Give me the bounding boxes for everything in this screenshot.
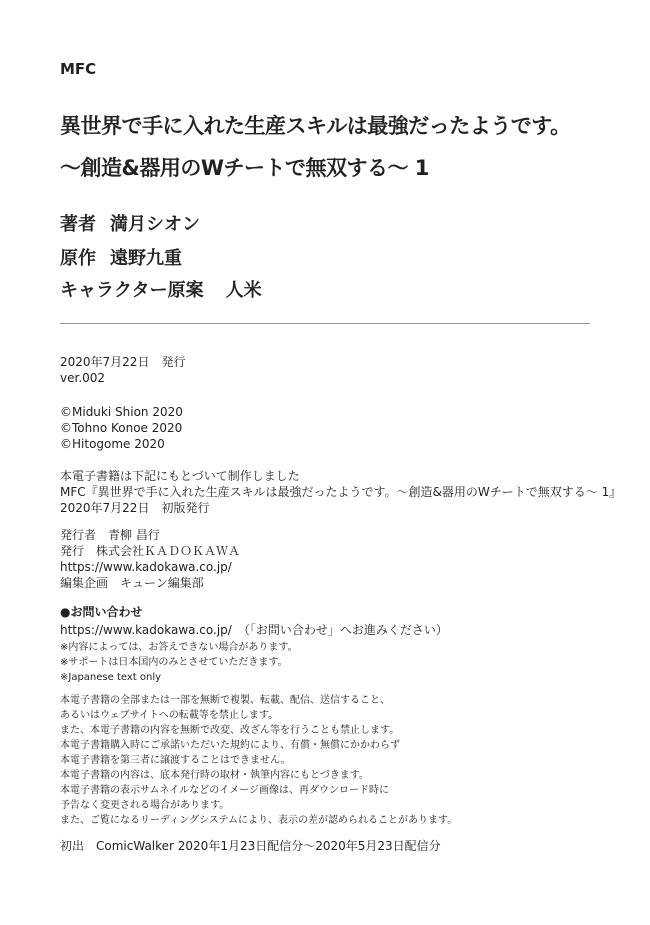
inquiry-block bbox=[60, 604, 448, 638]
company-line: 発行 株式会社ＫＡＤＯＫＡＷＡ bbox=[60, 544, 241, 558]
credit-name: 人米 bbox=[225, 280, 262, 301]
publication-info bbox=[60, 354, 185, 386]
source-book: MFC『異世界で手に入れた生産スキルは最強だったようです。〜創造&器用のWチートで無双する〜 1』 bbox=[60, 485, 622, 499]
inquiry-heading: ●お問い合わせ bbox=[60, 605, 143, 619]
inquiry-note: ※Japanese text only bbox=[60, 672, 162, 683]
inquiry-note: ※内容によっては、お答えできない場合があります。 bbox=[60, 642, 298, 653]
publisher-url[interactable]: https://www.kadokawa.co.jp/ bbox=[60, 560, 232, 574]
legal-line: また、本電子書籍の内容を無断で改変、改ざん等を行うことも禁止します。 bbox=[60, 725, 400, 736]
divider bbox=[60, 323, 590, 324]
credit-character-design bbox=[60, 276, 262, 302]
editor-line: 編集企画 キューン編集部 bbox=[60, 576, 204, 590]
imprint-label: MFC bbox=[60, 60, 97, 78]
version: ver.002 bbox=[60, 371, 106, 385]
publisher-line: 発行者 青柳 昌行 bbox=[60, 528, 160, 542]
legal-line: 本電子書籍の表示サムネイルなどのイメージ画像は、再ダウンロード時に bbox=[60, 785, 389, 796]
source-intro: 本電子書籍は下記にもとづいて制作しました bbox=[60, 469, 300, 483]
legal-line: 本電子書籍の全部または一部を無断で複製、転載、配信、送信すること、 bbox=[60, 695, 390, 706]
copyright-line: ©Hitogome 2020 bbox=[60, 437, 165, 451]
book-title-line-2: 〜創造&器用のWチートで無双する〜 1 bbox=[60, 156, 429, 180]
inquiry-notes bbox=[60, 640, 298, 685]
publication-date: 2020年7月22日 発行 bbox=[60, 355, 186, 369]
publisher-block bbox=[60, 527, 240, 591]
credit-author bbox=[60, 210, 200, 236]
credit-role: キャラクター原案 bbox=[60, 280, 204, 301]
credit-role: 著者 bbox=[60, 214, 96, 235]
source-first-edition: 2020年7月22日 初版発行 bbox=[60, 501, 210, 515]
copyright-line: ©Miduki Shion 2020 bbox=[60, 405, 183, 419]
first-publication: 初出 ComicWalker 2020年1月23日配信分〜2020年5月23日配信分 bbox=[60, 839, 441, 853]
book-title-line-1: 異世界で手に入れた生産スキルは最強だったようです。 bbox=[60, 114, 571, 138]
credit-role: 原作 bbox=[60, 248, 96, 269]
legal-notice bbox=[60, 693, 457, 828]
legal-line: 本電子書籍購入時にご承諾いただいた規約により、有償・無償にかかわらず bbox=[60, 740, 400, 751]
legal-line: 本電子書籍を第三者に譲渡することはできません。 bbox=[60, 755, 291, 766]
legal-line: 予告なく変更される場合があります。 bbox=[60, 800, 230, 811]
credit-name: 満月シオン bbox=[110, 214, 200, 235]
credit-original-work bbox=[60, 244, 182, 270]
legal-line: また、ご覧になるリーディングシステムにより、表示の差が認められることがあります。 bbox=[60, 815, 458, 826]
legal-line: 本電子書籍の内容は、底本発行時の取材・執筆内容にもとづきます。 bbox=[60, 770, 369, 781]
inquiry-url[interactable]: https://www.kadokawa.co.jp/ （「お問い合わせ」へお進みください） bbox=[60, 623, 448, 637]
legal-line: あるいはウェブサイトへの転載等を禁止します。 bbox=[60, 710, 279, 721]
inquiry-note: ※サポートは日本国内のみとさせていただきます。 bbox=[60, 657, 288, 668]
copyright-line: ©Tohno Konoe 2020 bbox=[60, 421, 183, 435]
source-block bbox=[60, 468, 621, 516]
copyright-block bbox=[60, 404, 183, 452]
credit-name: 遠野九重 bbox=[110, 248, 182, 269]
